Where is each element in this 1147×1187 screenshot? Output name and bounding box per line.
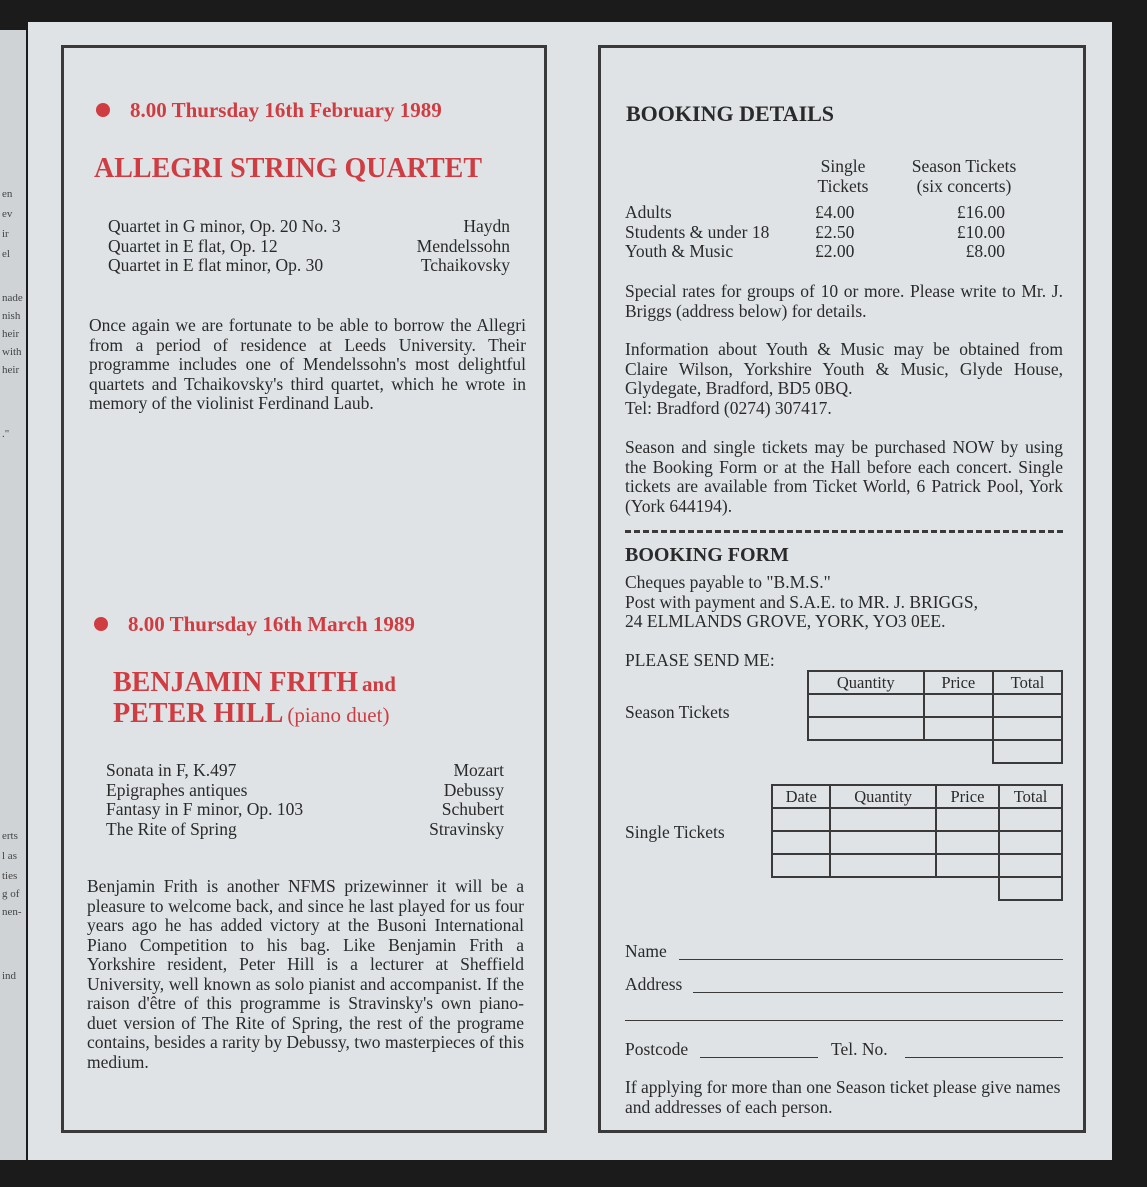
col-header-line: Single: [820, 156, 866, 176]
price-label: Youth & Music: [625, 241, 734, 261]
fragment: .": [2, 428, 10, 440]
composer: Mendelssohn: [416, 235, 510, 256]
footer-note: If applying for more than one Season ticket please give names and addresses of each person.: [625, 1077, 1061, 1117]
concerts-panel: [61, 45, 547, 1133]
price-season: £10.00: [956, 221, 1005, 242]
composer: Stravinsky: [429, 818, 504, 839]
address-field[interactable]: [693, 992, 1063, 993]
address-label: Address: [625, 974, 683, 994]
single-tickets-table: [771, 784, 1063, 901]
empty-cell: [808, 740, 924, 763]
col-header-line: (six concerts): [916, 175, 1012, 196]
season-price-field[interactable]: [924, 717, 993, 740]
col-price: Price: [936, 785, 999, 808]
booking-panel: [598, 45, 1086, 1133]
fragment: l as: [2, 850, 17, 862]
group-rates-text: Special rates for groups of 10 or more. Please write to Mr. J. Briggs (address below) for details.: [625, 281, 1063, 321]
col-header-line: Season Tickets: [911, 156, 1017, 176]
youth-music-info: [625, 340, 1063, 418]
name-field[interactable]: [679, 959, 1063, 960]
price-row: [625, 242, 1005, 262]
fragment: with: [2, 346, 22, 358]
title-conjunction: and: [362, 672, 396, 696]
col-header-line: Tickets: [817, 175, 869, 196]
price-row: [625, 223, 1005, 243]
fragment: heir: [2, 328, 20, 340]
fragment: ind: [2, 970, 17, 982]
cut-line: [625, 530, 1063, 533]
programme-item: [108, 256, 510, 276]
concert1-date: 8.00 Thursday 16th February 1989: [130, 98, 442, 122]
title-note: (piano duet): [287, 703, 390, 727]
postcode-label: Postcode: [625, 1039, 689, 1059]
composer: Mozart: [453, 760, 504, 780]
post-line: Post with payment and S.A.E. to MR. J. BRIGGS,: [625, 592, 978, 612]
table-row: [772, 808, 1062, 831]
price-label: Students & under 18: [625, 221, 770, 242]
price-label: Adults: [625, 202, 672, 222]
season-total-field[interactable]: [993, 717, 1062, 740]
table-header-row: [772, 785, 1062, 808]
programme-item: [106, 761, 504, 781]
booking-form-heading: BOOKING FORM: [625, 544, 789, 566]
programme-item: [106, 800, 504, 820]
col-quantity: Quantity: [808, 671, 924, 694]
name-label: Name: [625, 941, 667, 961]
single-price-field[interactable]: [936, 831, 999, 854]
previous-page-edge: [0, 30, 26, 1160]
work: Fantasy in F minor, Op. 103: [106, 799, 304, 819]
fragment: nish: [2, 310, 21, 322]
col-header-season: [901, 157, 1027, 196]
price-table: [625, 203, 1005, 262]
postcode-field[interactable]: [700, 1057, 818, 1058]
col-header-single: [813, 157, 873, 196]
fragment: ev: [2, 208, 13, 220]
season-quantity-field[interactable]: [808, 717, 924, 740]
col-quantity: Quantity: [830, 785, 935, 808]
concert1-description: Once again we are fortunate to be able to borrow the Allegri from a period of residence at Leeds University. Their programme includes one of Mendelssohn's most delightful quartets and Tchaikovsky's third quartet, which he wrote in memory of the violinist Ferdinand Laub.: [89, 315, 526, 413]
table-header-row: [808, 671, 1062, 694]
fragment: ties: [2, 870, 18, 882]
col-date: Date: [772, 785, 830, 808]
single-date-field[interactable]: [772, 831, 830, 854]
col-total: Total: [993, 671, 1062, 694]
season-tickets-table: [807, 670, 1063, 764]
table-row: [772, 831, 1062, 854]
table-row: [808, 717, 1062, 740]
season-total-field[interactable]: [993, 694, 1062, 717]
performer-name: BENJAMIN FRITH: [113, 667, 359, 698]
single-grand-total-field[interactable]: [999, 877, 1062, 900]
composer: Haydn: [463, 216, 510, 236]
work: Sonata in F, K.497: [106, 760, 237, 780]
performer-name: PETER HILL: [113, 698, 284, 729]
work: Quartet in E flat, Op. 12: [108, 235, 278, 256]
fragment: nen-: [2, 906, 22, 918]
programme-item: [106, 820, 504, 840]
programme-item: [108, 237, 510, 257]
price-season: £8.00: [965, 241, 1005, 261]
table-total-row: [808, 740, 1062, 763]
info-text: Information about Youth & Music may be obtained from Claire Wilson, Yorkshire Youth & Music, Glyde House, Glydegate, Bradford, BD5 0BQ.: [625, 339, 1063, 398]
tel-field[interactable]: [905, 1057, 1063, 1058]
work: Quartet in E flat minor, Op. 30: [108, 255, 324, 275]
composer: Debussy: [443, 779, 504, 800]
tel-label: Tel. No.: [831, 1039, 888, 1059]
empty-cell: [830, 877, 935, 900]
fragment: en: [2, 188, 13, 200]
col-total: Total: [999, 785, 1062, 808]
single-quantity-field[interactable]: [830, 808, 935, 831]
table-row: [808, 694, 1062, 717]
single-date-field[interactable]: [772, 808, 830, 831]
table-row: [772, 854, 1062, 877]
single-total-field[interactable]: [999, 831, 1062, 854]
single-quantity-field[interactable]: [830, 831, 935, 854]
fragment: heir: [2, 364, 20, 376]
programme-item: [108, 217, 510, 237]
address-line: 24 ELMLANDS GROVE, YORK, YO3 0EE.: [625, 611, 946, 631]
fragment: el: [2, 248, 10, 260]
please-send-label: PLEASE SEND ME:: [625, 650, 775, 670]
purchase-info: Season and single tickets may be purchased NOW by using the Booking Form or at the Hall before each concert. Single tickets are available from Ticket World, 6 Patrick Pool, York (York 644194).: [625, 437, 1063, 516]
concert2-programme: [106, 761, 504, 839]
fragment: g of: [2, 888, 20, 900]
bullet-icon: [96, 103, 110, 117]
fragment: ir: [2, 228, 9, 240]
single-tickets-label: Single Tickets: [625, 822, 725, 842]
single-total-field[interactable]: [999, 808, 1062, 831]
composer: Tchaikovsky: [420, 255, 510, 275]
price-single: £4.00: [815, 202, 855, 222]
concert1-title: ALLEGRI STRING QUARTET: [94, 153, 482, 184]
cheques-line: Cheques payable to "B.M.S.": [625, 572, 831, 592]
concert2-title-line1: [113, 667, 396, 699]
season-price-field[interactable]: [924, 694, 993, 717]
composer: Schubert: [441, 799, 504, 819]
concert2-date: 8.00 Thursday 16th March 1989: [128, 612, 415, 636]
season-tickets-label: Season Tickets: [625, 702, 730, 722]
booking-details-heading: BOOKING DETAILS: [626, 101, 835, 126]
work: Quartet in G minor, Op. 20 No. 3: [108, 216, 341, 236]
work: The Rite of Spring: [106, 818, 237, 839]
price-single: £2.00: [815, 241, 855, 261]
col-price: Price: [924, 671, 993, 694]
fragment: erts: [2, 830, 18, 842]
price-single: £2.50: [815, 221, 855, 242]
empty-cell: [924, 740, 993, 763]
concert1-programme: [108, 217, 510, 276]
single-price-field[interactable]: [936, 808, 999, 831]
table-total-row: [772, 877, 1062, 900]
info-tel: Tel: Bradford (0274) 307417.: [625, 397, 832, 418]
single-quantity-field[interactable]: [830, 854, 935, 877]
season-grand-total-field[interactable]: [993, 740, 1062, 763]
price-row: [625, 203, 1005, 223]
concert2-description: Benjamin Frith is another NFMS prizewinner it will be a pleasure to welcome back, and since he last played for us four years ago he has added victory at the Busoni International Piano Competition to his bag. Like Benjamin Frith a Yorkshire resident, Peter Hill is a lecturer at Sheffield University, well known as solo pianist and accompanist. If the raison d'être of this programme is Stravinsky's own piano-duet version of The Rite of Spring, the rest of the programe contains, besides a rarity by Debussy, two masterpieces of this medium.: [87, 876, 524, 1072]
address-field-line2[interactable]: [625, 1020, 1063, 1021]
empty-cell: [772, 877, 830, 900]
single-total-field[interactable]: [999, 854, 1062, 877]
leaflet-sheet: [28, 22, 1112, 1160]
season-quantity-field[interactable]: [808, 694, 924, 717]
fragment: nade: [2, 292, 23, 304]
single-price-field[interactable]: [936, 854, 999, 877]
programme-item: [106, 781, 504, 801]
single-date-field[interactable]: [772, 854, 830, 877]
price-season: £16.00: [956, 202, 1005, 222]
bullet-icon: [94, 617, 108, 631]
work: Epigraphes antiques: [106, 779, 248, 800]
concert2-title-line2: [113, 698, 389, 730]
empty-cell: [936, 877, 999, 900]
